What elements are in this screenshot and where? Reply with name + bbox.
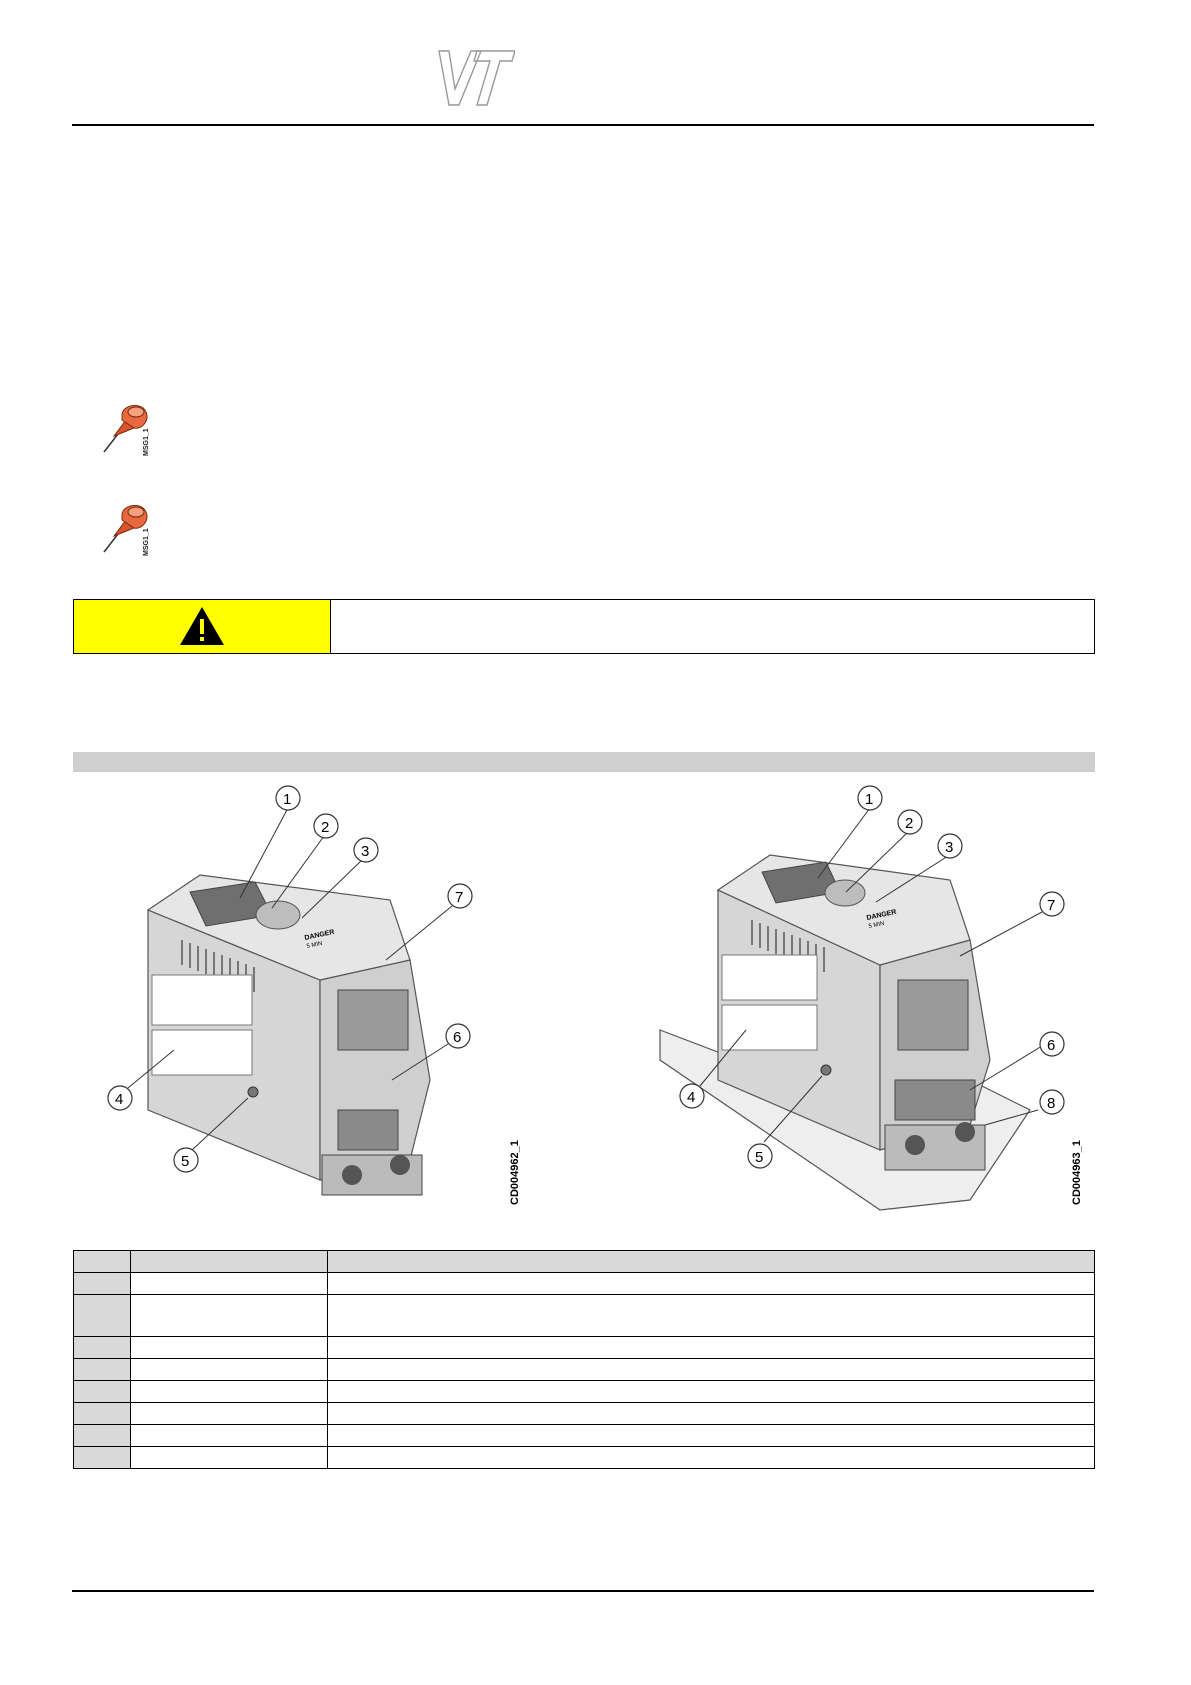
callout-label: 6 (1047, 1037, 1056, 1054)
table-row (74, 1273, 1095, 1295)
table-cell-num (74, 1273, 131, 1295)
table-row (74, 1447, 1095, 1469)
callout-label: 7 (455, 889, 464, 906)
table-cell-name (131, 1381, 328, 1403)
table-cell-num (74, 1381, 131, 1403)
warning-triangle-icon (178, 604, 226, 648)
callout-label: 1 (283, 791, 292, 808)
table-cell-name (131, 1425, 328, 1447)
table-cell-desc (328, 1337, 1095, 1359)
footer-rule (72, 1590, 1094, 1592)
callout-label: 6 (453, 1029, 462, 1046)
callout-label: 5 (181, 1153, 190, 1170)
callout-label: 3 (945, 839, 954, 856)
table-cell-name (131, 1403, 328, 1425)
table-cell-desc (328, 1425, 1095, 1447)
logo-text: VT (425, 47, 427, 48)
table-row (74, 1403, 1095, 1425)
table-cell-num (74, 1337, 131, 1359)
table-cell-name (131, 1337, 328, 1359)
table-header-cell (74, 1251, 131, 1273)
table-cell-desc (328, 1295, 1095, 1337)
danger-label: DANGER (865, 908, 898, 922)
time-label: 5 MIN (868, 920, 886, 930)
callout-label: 5 (755, 1149, 764, 1166)
table-cell-num (74, 1295, 131, 1337)
table-cell-name (131, 1359, 328, 1381)
table-row (74, 1425, 1095, 1447)
vt-logo (425, 47, 515, 109)
table-header-cell (131, 1251, 328, 1273)
callout-label: 7 (1047, 897, 1056, 914)
table-cell-desc (328, 1403, 1095, 1425)
callout-label: 4 (687, 1089, 696, 1106)
pushpin-icon (96, 398, 160, 462)
table-cell-num (74, 1403, 131, 1425)
table-row (74, 1359, 1095, 1381)
table-header-row (74, 1251, 1095, 1273)
component-table (73, 1250, 1095, 1469)
header-rule (72, 124, 1094, 126)
warning-box (73, 599, 1095, 654)
table-cell-num (74, 1447, 131, 1469)
table-cell-desc (328, 1447, 1095, 1469)
table-cell-num (74, 1425, 131, 1447)
figure-code: CD004962_1 (509, 1140, 521, 1205)
warning-label-cell (74, 600, 331, 653)
table-cell-num (74, 1359, 131, 1381)
callout-label: 2 (321, 819, 330, 836)
drive-figure-right (640, 780, 1090, 1220)
svg-text:MSG1_1: MSG1_1 (143, 528, 150, 556)
table-cell-desc (328, 1359, 1095, 1381)
table-cell-name (131, 1447, 328, 1469)
time-label: 5 MIN (306, 940, 324, 950)
table-cell-desc (328, 1273, 1095, 1295)
table-cell-name (131, 1295, 328, 1337)
section-heading-band (73, 752, 1095, 772)
table-cell-desc (328, 1381, 1095, 1403)
drive-figure-left (90, 780, 530, 1220)
danger-label: DANGER (303, 928, 336, 942)
callout-label: 4 (115, 1091, 124, 1108)
table-header-cell (328, 1251, 1095, 1273)
pushpin-icon (96, 498, 160, 562)
callout-label: 3 (361, 843, 370, 860)
figure-code: CD004963_1 (1071, 1140, 1083, 1205)
callout-label: 1 (865, 791, 874, 808)
callout-label: 2 (905, 815, 914, 832)
table-row (74, 1381, 1095, 1403)
svg-text:MSG1_1: MSG1_1 (143, 428, 150, 456)
table-row (74, 1337, 1095, 1359)
callout-label: 8 (1047, 1095, 1056, 1112)
table-row (74, 1295, 1095, 1337)
table-cell-name (131, 1273, 328, 1295)
